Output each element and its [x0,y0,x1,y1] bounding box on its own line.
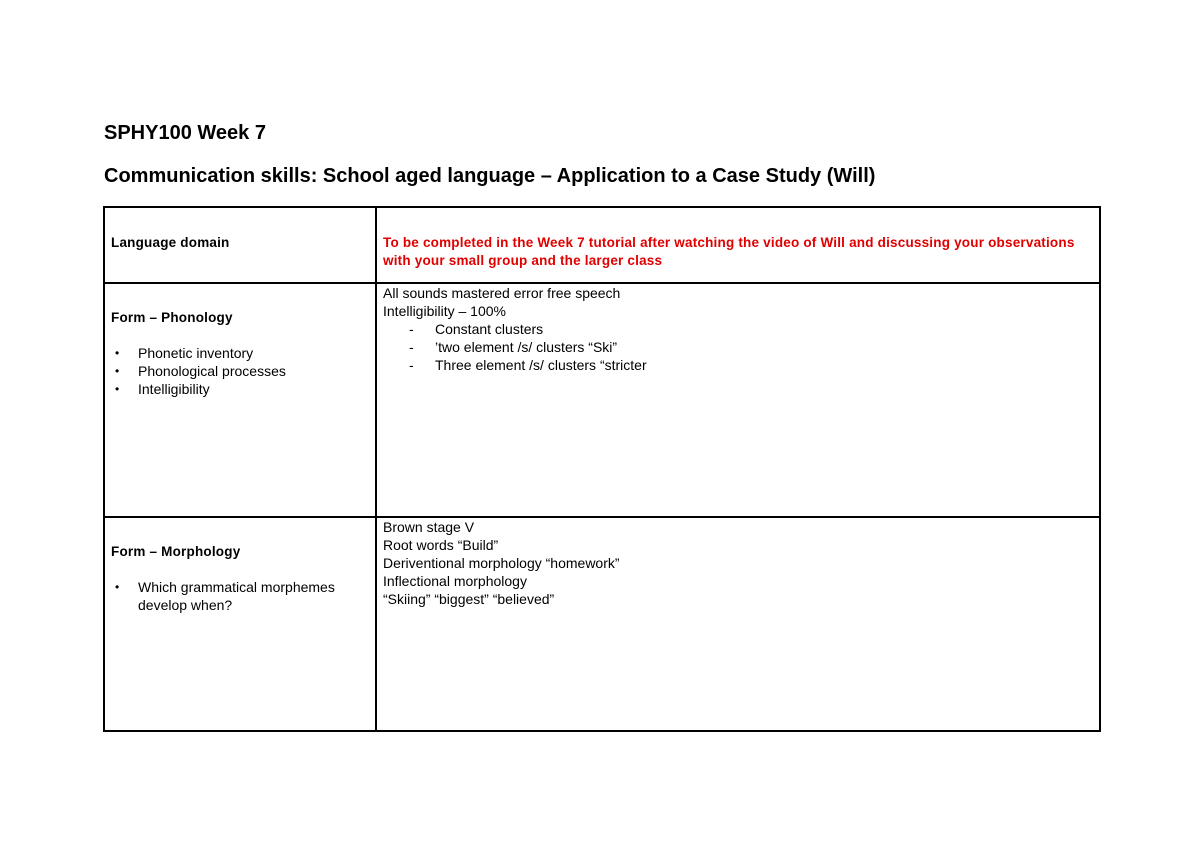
language-domain-table [103,206,1101,732]
page-title: SPHY100 Week 7 [104,122,266,144]
list-item-text: Phonological processes [138,363,286,379]
phonology-sub-notes [383,320,1093,374]
list-item-text: Constant clusters [435,321,544,337]
note-line: Deriventional morphology “homework” [383,555,620,571]
page-subtitle: Communication skills: School aged language – Application to a Case Study (Will) [104,165,876,187]
notes-cell-morphology [376,517,1100,731]
domain-title-morphology: Form – Morphology [111,544,241,559]
bullet-icon: • [115,364,120,378]
table-row-morphology [104,517,1100,731]
dash-icon: - [409,339,414,355]
notes-cell-phonology [376,283,1100,517]
note-line: Root words “Build” [383,537,499,553]
list-item-text: Phonetic inventory [138,345,254,361]
list-item [111,380,369,398]
note-line: Intelligibility – 100% [383,303,506,319]
dash-icon: - [409,321,414,337]
list-item [111,578,369,614]
header-label-language-domain: Language domain [111,235,230,250]
list-item-text: Intelligibility [138,381,210,397]
note-line: All sounds mastered error free speech [383,285,621,301]
list-item-text: Which grammatical morphemes develop when? [138,579,335,613]
phonology-bullet-list [111,344,369,398]
domain-cell-morphology [104,517,376,731]
domain-cell-phonology [104,283,376,517]
table-header-row [104,207,1100,283]
header-cell-language-domain [104,207,376,283]
bullet-icon: • [115,580,120,594]
morphology-bullet-list [111,578,369,614]
list-item [383,356,1093,374]
table-row-phonology [104,283,1100,517]
note-line: Brown stage V [383,519,475,535]
header-cell-instructions [376,207,1100,283]
list-item [111,362,369,380]
list-item [383,338,1093,356]
bullet-icon: • [115,346,120,360]
note-line: Inflectional morphology [383,573,527,589]
list-item-text: ’two element /s/ clusters “Ski” [435,339,618,355]
note-line: “Skiing” “biggest” “believed” [383,591,555,607]
list-item-text: Three element /s/ clusters “stricter [435,357,647,373]
list-item [383,320,1093,338]
list-item [111,344,369,362]
domain-title-phonology: Form – Phonology [111,310,233,325]
header-instructions-text: To be completed in the Week 7 tutorial after watching the video of Will and discussing your observations with your small group and the larger class [383,235,1075,268]
bullet-icon: • [115,382,120,396]
dash-icon: - [409,357,414,373]
